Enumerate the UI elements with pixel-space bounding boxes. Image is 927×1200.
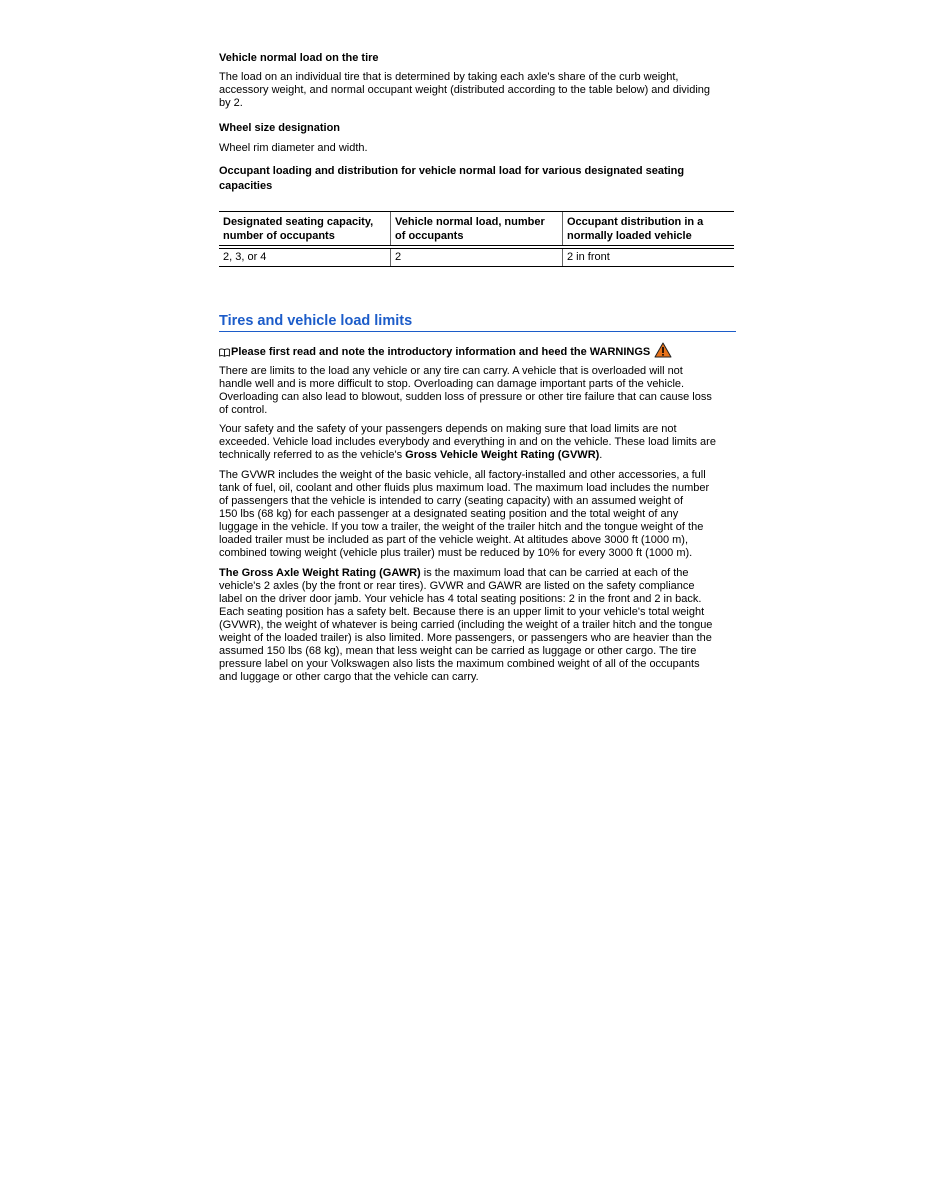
header-line: number of occupants xyxy=(223,230,335,242)
paragraph-line: luggage in the vehicle. If you tow a trailer, the weight of the trailer hitch and the tongue weight of the xyxy=(219,520,704,533)
paragraph-line: There are limits to the load any vehicle or any tire can carry. A vehicle that is overloaded will not xyxy=(219,364,683,377)
paragraph-line: weight of the loaded trailer) is also limited. More passengers, or passengers who are heavier than the xyxy=(219,631,712,644)
paragraph-gvwr xyxy=(219,469,709,560)
warning-icon xyxy=(654,342,672,358)
header-line: of occupants xyxy=(395,230,464,242)
header-line: Vehicle normal load, number xyxy=(395,216,545,228)
header-line: Designated seating capacity, xyxy=(223,216,374,228)
paragraph-line xyxy=(219,567,712,580)
text-span: . xyxy=(599,448,603,461)
paragraph-line: label on the driver door jamb. Your vehicle has 4 total seating positions: 2 in the front and 2 in back. xyxy=(219,592,702,605)
paragraph-line: Each seating position has a safety belt. Because there is an upper limit to your vehicle's total weight xyxy=(219,605,705,618)
paragraph-normal-load xyxy=(219,71,710,110)
occupant-distribution-table xyxy=(219,211,734,267)
intro-text: Please first read and note the introductory information and heed the WARNINGS xyxy=(231,346,651,358)
paragraph-line: 150 lbs (68 kg) for each passenger at a designated seating position and the total weight of any xyxy=(219,507,679,520)
paragraph-safety xyxy=(219,423,716,462)
paragraph-line: exceeded. Vehicle load includes everybody and everything in and on the vehicle. These load limits are xyxy=(219,435,716,448)
paragraph-load-limits xyxy=(219,365,712,417)
header-line: normally loaded vehicle xyxy=(567,230,692,242)
paragraph-line: of control. xyxy=(219,403,268,416)
table-header-cell xyxy=(219,212,390,245)
paragraph-line: loaded trailer must be included as part of the vehicle weight. At altitudes above 3000 ft (1000 m), xyxy=(219,533,688,546)
book-icon xyxy=(219,348,230,357)
header-line: Occupant distribution in a xyxy=(567,216,704,228)
gawr-term: The Gross Axle Weight Rating (GAWR) xyxy=(219,566,421,579)
table-header-cell xyxy=(562,212,734,245)
paragraph-line xyxy=(219,449,716,462)
paragraph-line: pressure label on your Volkswagen also lists the maximum combined weight of all of the occupants xyxy=(219,657,700,670)
table-row xyxy=(219,249,734,267)
paragraph-gawr xyxy=(219,567,712,684)
paragraph-line: The load on an individual tire that is determined by taking each axle's share of the curb weight, xyxy=(219,70,679,83)
paragraph-line: Overloading can also lead to blowout, sudden loss of pressure or other tire failure that can cause loss xyxy=(219,390,712,403)
text-span: technically referred to as the vehicle's xyxy=(219,448,406,461)
paragraph-line: tank of fuel, oil, coolant and other fluids plus maximum load. The maximum load includes the number xyxy=(219,481,710,494)
section-heading-occupant-loading xyxy=(219,164,684,194)
paragraph-line: assumed 150 lbs (68 kg), mean that less weight can be carried as luggage or other cargo. The tire xyxy=(219,644,697,657)
paragraph-line: The GVWR includes the weight of the basic vehicle, all factory-installed and other accessories, a full xyxy=(219,468,706,481)
table-cell: 2 in front xyxy=(562,249,734,266)
section-title-load-limits: Tires and vehicle load limits xyxy=(219,313,736,332)
heading-line: capacities xyxy=(219,179,273,192)
table-header-row xyxy=(219,212,734,249)
paragraph-line: accessory weight, and normal occupant weight (distributed according to the table below) and dividing xyxy=(219,83,711,96)
paragraph-line: handle well and is more difficult to stop. Overloading can damage important parts of the vehicle. xyxy=(219,377,685,390)
paragraph-line: and luggage or other cargo that the vehicle can carry. xyxy=(219,670,479,683)
section-heading-wheel-size: Wheel size designation xyxy=(219,121,341,134)
table-cell: 2, 3, or 4 xyxy=(223,251,267,263)
table-cell: 2 xyxy=(390,249,562,266)
gvwr-term: Gross Vehicle Weight Rating (GVWR) xyxy=(405,448,600,461)
intro-note xyxy=(219,346,672,359)
heading-line: Occupant loading and distribution for vehicle normal load for various designated seating xyxy=(219,164,685,177)
paragraph-line: (GVWR), the weight of whatever is being carried (including the weight of a trailer hitch and the tongue xyxy=(219,618,713,631)
text-span: is the maximum load that can be carried at each of the xyxy=(420,566,689,579)
section-heading-normal-load: Vehicle normal load on the tire xyxy=(219,51,379,64)
paragraph-wheel-size: Wheel rim diameter and width. xyxy=(219,141,368,154)
paragraph-line: combined towing weight (vehicle plus trailer) must be reduced by 10% for every 3000 ft (1000 m). xyxy=(219,546,693,559)
paragraph-line: by 2. xyxy=(219,96,243,109)
paragraph-line: Your safety and the safety of your passengers depends on making sure that load limits are not xyxy=(219,422,677,435)
paragraph-line: vehicle's 2 axles (by the front or rear tires). GVWR and GAWR are listed on the safety compliance xyxy=(219,579,695,592)
table-header-cell xyxy=(390,212,562,245)
paragraph-line: of passengers that the vehicle is intended to carry (seating capacity) with an assumed weight of xyxy=(219,494,684,507)
